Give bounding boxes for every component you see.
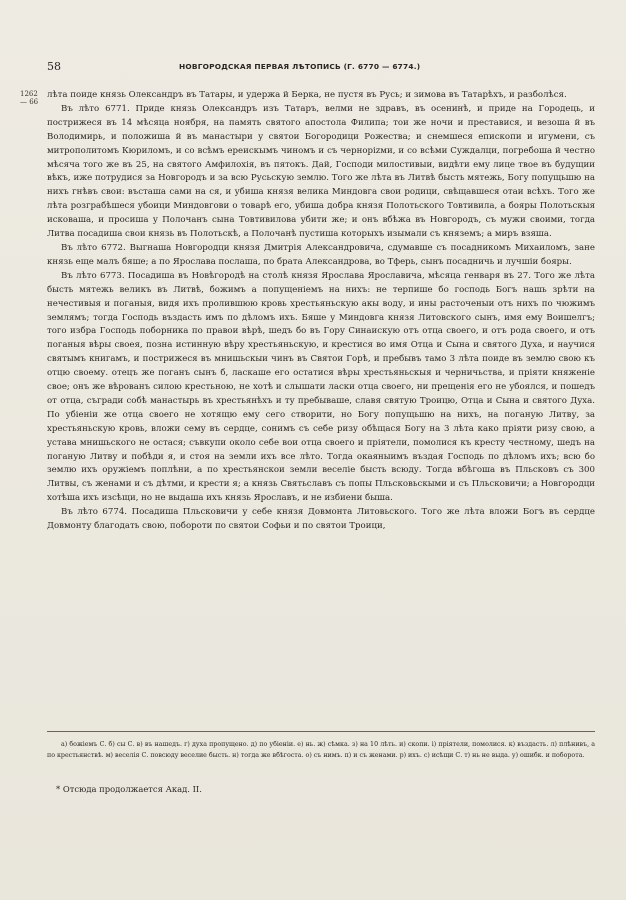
paragraph: лѣта поиде князь Олександръ въ Татары, и удержа й Берка, не пустя въ Русь; и зимова въ Татарѣхъ, и разболѣся. [47,90,567,100]
chronicle-text [47,89,595,534]
source-note: * Отсюда продолжается Акад. II. [56,784,202,794]
footnote-divider [47,731,595,732]
paragraph: Въ лѣто 6773. Посадиша въ Новѣгородѣ на столѣ князя Ярослава Ярославича, мѣсяца генваря въ 27. Того же лѣта бысть мятежь великъ въ Литвѣ, божимъ а попущеніемъ на нихъ: не терпише бо господь Богъ нашь зрѣти на нечестивыя и поганыя, видя ихъ пролившюю кровь хрестьяньскую акы воду, и ины расточеныи отъ нихъ по чюжимъ землямъ; тогда Господь въздасть имъ по дѣломъ ихъ. Бяше у Миндовга князя Литовского сынъ, имя ему Воишелгъ; того избра Господь поборника по правои вѣрѣ, шедъ бо въ Гору Синаискую отъ отца своего, и отъ рода своего, и отъ поганыя вѣры своея, позна истинную вѣру хрестьяньскую, и крестися во имя Отца и Сына и святого Духа, и научися святымъ книгамъ, и пострижеся въ мнишьскыи чинъ въ Святои Горѣ, и пребывъ тамо 3 лѣта пoиде въ землю свою къ отцю своему. отецъ же поганъ сынъ б, ласкаше его остатися вѣры хрестьяньскыя и черничьства, и пріяти княженіе свое; онъ же вѣрованъ силою крестьною, не хотѣ и слышати ласки отца своего, ни прещенія его не убоялся, и пошедъ от отца, съгради собѣ манастырь въ хрестьянѣхъ и ту пребываше, славя святую Троицю, Отца и Сына и святого Духа. По убіеніи же отца своего не хотящю ему сего створити, но Богу попущьшю на нихъ, на поганую Литву, за хрестьяньскую кровь, вложи сему въ сердце, сонимъ съ себе ризу обѣщася Богу на 3 лѣта како пріяти ризу свою, а устава мнишьского не остася; съвкупи около себе вои отца своего и пріятели, помолися къ кресту честному, шедъ на поганую Литву и побѣди я, и стоя на земли ихъ все лѣто. Тогда окаяныимъ въздая Господь по дѣломъ ихъ; всю бо землю ихъ оружіемъ поплѣни, а по хрестьянскои земли веселіе бысть всюду. Тогда вбѣгоша въ Пльсковъ съ 300 Литвы, съ женами и съ дѣтми, и крести я; а князь Святьславъ съ попы Пльсковьскыми и съ Пльсковичи; а Новгородци хотѣша ихъ изсѣщи, но не выдаша ихъ князь Ярославъ, и не избиени быша. [47,270,595,504]
paragraph: Въ лѣто 6774. Посадиша Пльсковичи у себе князя Довмонта Литовьского. Того же лѣта вложи Богъ въ сердце Довмонту благодать свою, побороти по святои Софьи и по святои Троици, [47,507,595,532]
page-number: 58 [47,60,61,73]
running-title: НОВГОРОДСКАЯ ПЕРВАЯ ЛѢТОПИСЬ (Г. 6770 — 6774.) [179,62,421,71]
paragraph: Въ лѣто 6772. Выгнаша Новгородци князя Дмитрія Александровича, сдумавше съ посадникомъ Михаиломъ, зане князь еще малъ бяше; а по Ярослава послаша, по брата Александрова, во Тферь, сынъ посадничь и лучшіи бояры. [47,242,595,267]
paragraph: Въ лѣто 6771. Приде князь Олександръ изъ Татаръ, велми не здравъ, въ осенинѣ, и приде на Городець, и пострижеся въ 14 мѣсяца ноября, на память святого апостола Филипа; тои же ночи и преставися, и везоша й въ Володимирь, и положиша й въ манастыри у святои Богородици Рожества; и снемшеся епископи и игумени, съ митрополитомъ Кюриломъ, и со всѣмъ ереискымъ чиномъ и съ чернорizми, и со всѣми Суждалци, погребоша й честно мѣсяча того же въ 25, на святого Амфилохія, въ пятокъ. Дай, Господи милостивыи, видѣти ему лице твое въ будущии вѣкъ, иже потрудися за Новгородъ и за всю Русьскую землю. Того же лѣта въ Литвѣ бысть мятежь, Богу попущьшю на нихъ гнѣвъ свои: въсташа сами на ся, и убиша князя велика Миндовга свои родици, свѣщавшеся отаи всѣхъ. Того же лѣта розграбѣшеся убоици Миндовгови о товарѣ его, убиша добра князя Полотьского Товтивила, а бояры Полотьскыя исковаша, и просиша у Полочанъ сына Товтивилова убити же; и онъ вбѣжа въ Новгородъ, съ мужи своими, тогда Литва посадиша свои князь въ Полотьскѣ, а Полочанѣ пустиша которыхъ изымали съ княземъ; а миръ взяша. [47,103,595,240]
footnotes [47,740,595,761]
margin-year-note: 1262 — 66 [20,90,39,106]
footnote-text: а) божіемъ С. б) сы С. в) въ нашедъ. г) духа пропущено. д) по убіеніи. е) нь. ж) сѣмка. з) на 10 лѣть. и) скопи. і) пріятели, помолися. к) въздасть. л) плѣнивъ, а по крестьянствѣ. м) веселія С. повсюду веселие бысть. н) тогда же вбѣгоста. о) съ нимъ. п) и съ женами. р) ихъ. с) исѣщи С. т) нь не выда. у) ошибк. и поборота. [47,741,595,759]
page-header [47,60,595,74]
